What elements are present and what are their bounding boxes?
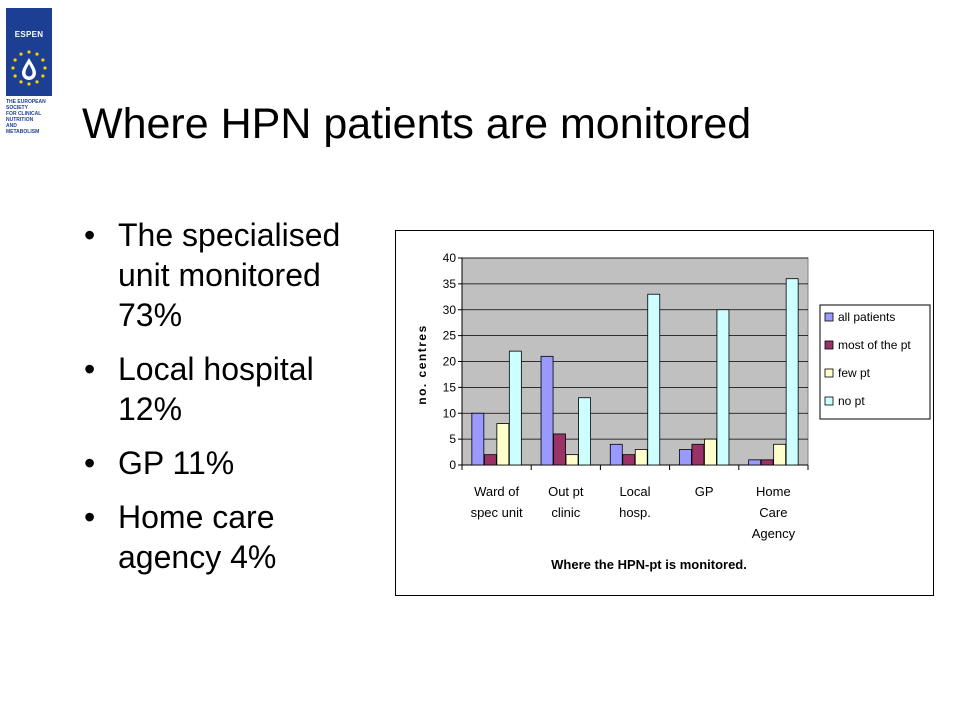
bar — [509, 351, 521, 465]
legend-label: no pt — [838, 394, 865, 408]
x-tick-label: Agency — [751, 526, 796, 541]
x-tick-label: Out pt — [548, 484, 584, 499]
bar — [704, 439, 716, 465]
legend-label: all patients — [838, 310, 896, 324]
bar — [623, 455, 635, 465]
x-tick-label: GP — [694, 484, 714, 499]
x-tick-label: Local — [619, 484, 651, 499]
legend-swatch — [825, 369, 833, 377]
y-tick-label: 25 — [442, 328, 456, 343]
bar — [717, 310, 729, 465]
bar — [554, 434, 566, 465]
x-tick-label: hosp. — [619, 505, 651, 520]
legend-swatch — [825, 397, 833, 405]
bullet-item: • Local hospital 12% — [80, 349, 380, 429]
x-tick-label: Home — [756, 484, 791, 499]
legend-label: most of the pt — [838, 338, 911, 352]
y-tick-label: 20 — [442, 354, 456, 369]
bar — [774, 444, 786, 465]
espen-logo — [6, 8, 54, 135]
bar — [610, 444, 622, 465]
y-axis-label: no. centres — [415, 324, 429, 405]
bar — [579, 398, 591, 465]
y-tick-label: 0 — [449, 458, 456, 472]
x-axis-label: Where the HPN-pt is monitored. — [551, 557, 747, 572]
y-tick-label: 30 — [442, 302, 456, 317]
x-tick-label: Care — [759, 505, 788, 520]
logo-subtitle: THE EUROPEAN SOCIETY FOR CLINICAL NUTRITION AND METABOLISM — [6, 99, 46, 135]
eu-stars-drop-icon — [9, 48, 49, 88]
y-tick-label: 15 — [442, 380, 456, 395]
slide-title: Where HPN patients are monitored — [82, 100, 752, 148]
x-tick-label: spec unit — [470, 505, 523, 520]
legend-label: few pt — [838, 366, 871, 380]
y-tick-label: 10 — [442, 406, 456, 421]
bullet-item: • The specialised unit monitored 73% — [80, 215, 380, 335]
bar — [749, 460, 761, 465]
bullet-list — [80, 215, 380, 591]
legend-swatch — [825, 341, 833, 349]
y-tick-label: 35 — [442, 276, 456, 291]
logo-name: ESPEN — [14, 30, 44, 39]
x-tick-label: clinic — [551, 505, 581, 520]
bullet-item: • GP 11% — [80, 443, 380, 483]
chart-frame — [395, 230, 934, 596]
bar — [786, 279, 798, 465]
y-tick-label: 40 — [442, 251, 456, 265]
bar — [472, 413, 484, 465]
bar — [566, 455, 578, 465]
bar — [679, 449, 691, 465]
legend-swatch — [825, 313, 833, 321]
bar — [541, 356, 553, 465]
espen-logo-box — [6, 8, 52, 96]
bar — [635, 449, 647, 465]
bar — [761, 460, 773, 465]
bar — [648, 294, 660, 465]
bar-chart — [396, 231, 933, 595]
bullet-item: • Home care agency 4% — [80, 497, 380, 577]
x-tick-label: Ward of — [474, 484, 520, 499]
y-tick-label: 5 — [449, 432, 456, 447]
bar — [692, 444, 704, 465]
bar — [484, 455, 496, 465]
bar — [497, 424, 509, 465]
